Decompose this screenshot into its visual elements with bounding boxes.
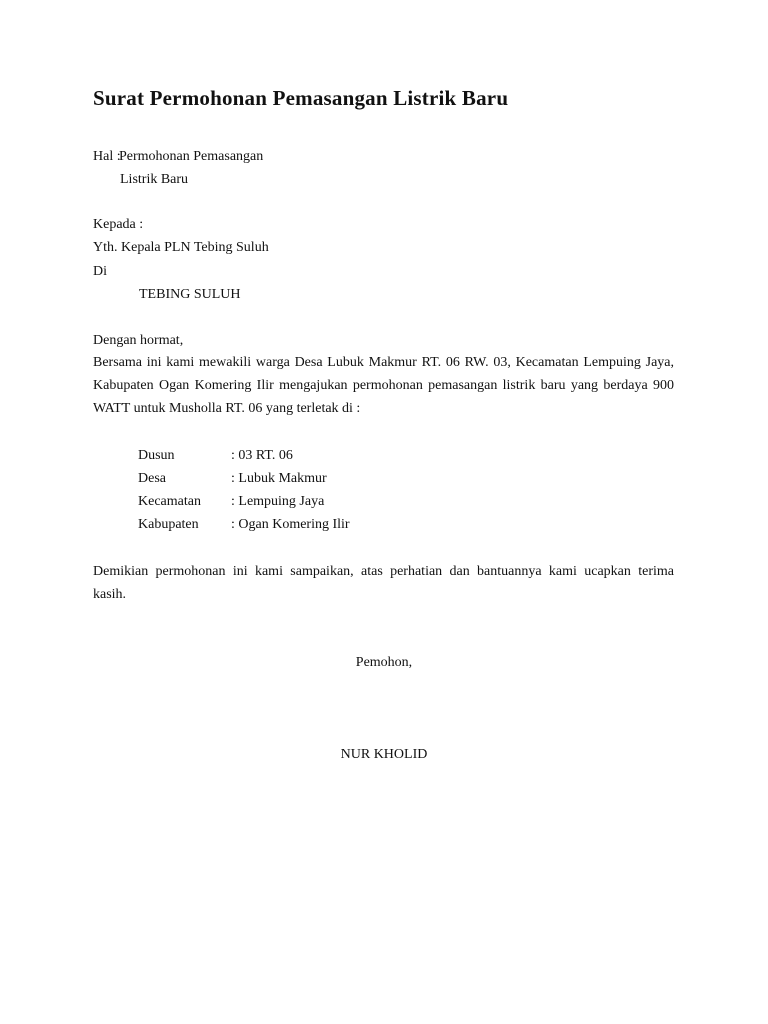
recipient-label: Kepada :: [93, 217, 144, 232]
subject-line-2: Listrik Baru: [120, 172, 189, 187]
body-paragraph: [93, 351, 674, 420]
signature-role: Pemohon,: [355, 655, 413, 670]
salutation: Dengan hormat,: [93, 333, 184, 348]
detail-value-kabupaten: : Ogan Komering Ilir: [231, 517, 350, 532]
signature-name: NUR KHOLID: [340, 747, 428, 762]
detail-value-kecamatan: : Lempuing Jaya: [231, 494, 325, 509]
detail-label-kecamatan: Kecamatan: [138, 494, 201, 509]
detail-label-dusun: Dusun: [138, 448, 175, 463]
body-line: Kabupaten Ogan Komering Ilir mengajukan permohonan pemasangan listrik baru yang berdaya 900: [93, 378, 674, 393]
closing-line: kasih.: [93, 587, 127, 602]
closing-paragraph: [93, 560, 674, 606]
subject-line-1: Permohonan Pemasangan: [119, 149, 264, 164]
detail-label-kabupaten: Kabupaten: [138, 517, 199, 532]
subject-label: Hal :: [93, 149, 121, 164]
recipient-city: TEBING SULUH: [139, 287, 241, 302]
body-line: Bersama ini kami mewakili warga Desa Lubuk Makmur RT. 06 RW. 03, Kecamatan Lempuing Jaya,: [93, 355, 674, 370]
body-line: WATT untuk Musholla RT. 06 yang terletak di :: [93, 401, 361, 416]
detail-label-desa: Desa: [138, 471, 166, 486]
recipient-di: Di: [93, 264, 107, 279]
detail-value-dusun: : 03 RT. 06: [231, 448, 293, 463]
recipient-name: Yth. Kepala PLN Tebing Suluh: [93, 240, 269, 255]
detail-value-desa: : Lubuk Makmur: [231, 471, 327, 486]
closing-line: Demikian permohonan ini kami sampaikan, atas perhatian dan bantuannya kami ucapkan terima: [93, 564, 674, 579]
letter-title: Surat Permohonan Pemasangan Listrik Baru: [93, 86, 509, 110]
